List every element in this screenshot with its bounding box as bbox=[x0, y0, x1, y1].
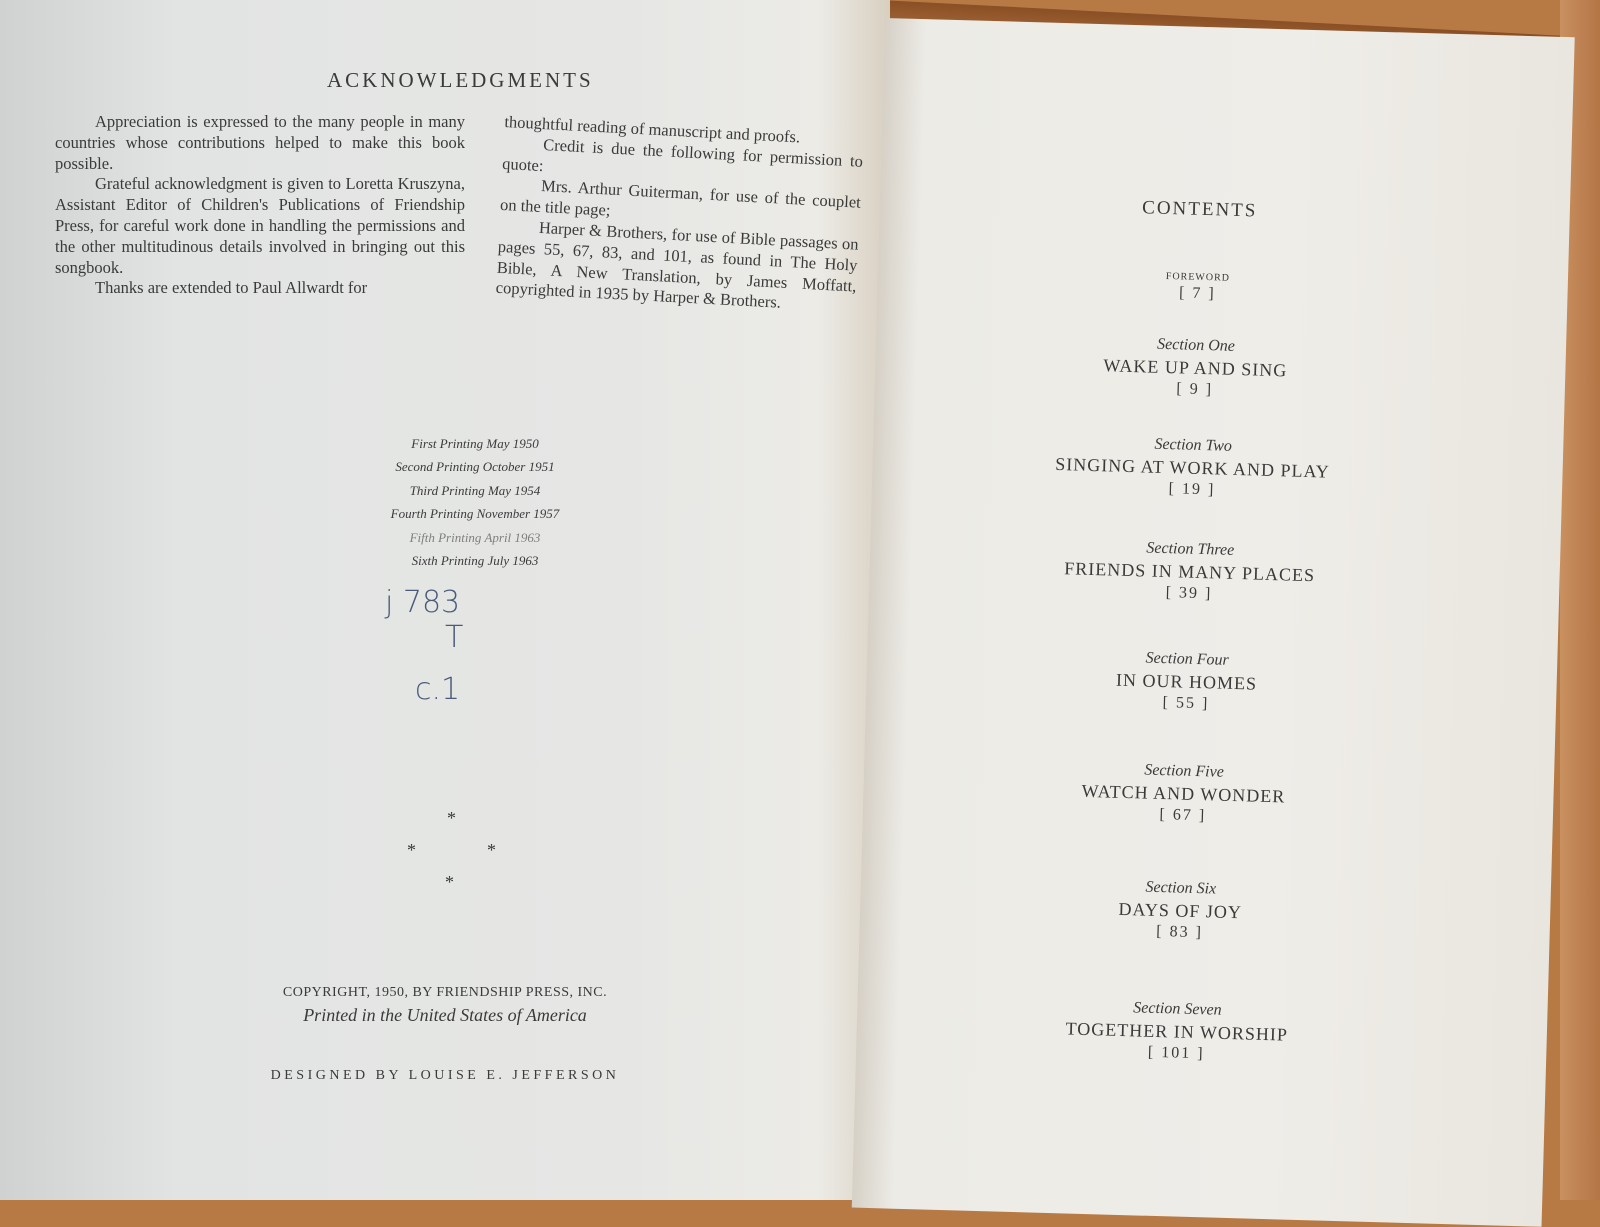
toc-section bbox=[875, 328, 1516, 408]
star: * bbox=[447, 808, 456, 828]
paragraph: Grateful acknowledgment is given to Loretta Kruszyna, Assistant Editor of Children's Publications of Friendship Press, for careful work done in handling the permissions and the other multitudinous details involved in bringing out this songbook. bbox=[55, 174, 465, 277]
paragraph: Appreciation is expressed to the many people in many countries whose contributions helped to make this book possible. bbox=[55, 112, 465, 173]
toc-section bbox=[869, 532, 1510, 612]
toc-section-number: Section Two bbox=[1154, 435, 1233, 455]
toc-section-number: Section Three bbox=[1146, 539, 1235, 559]
designer-credit: DESIGNED BY LOUISE E. JEFFERSON bbox=[270, 1068, 620, 1083]
printing-line: Fifth Printing April 1963 bbox=[409, 529, 541, 545]
toc-section-name: WAKE UP AND SING bbox=[1103, 355, 1288, 381]
paragraph: Mrs. Arthur Guiterman, for use of the couplet on the title page; bbox=[499, 176, 862, 220]
acknowledgments-column-2 bbox=[495, 112, 864, 318]
paragraph: Thanks are extended to Paul Allwardt for bbox=[95, 278, 368, 298]
printing-line: Third Printing May 1954 bbox=[409, 482, 541, 498]
printed-in: Printed in the United States of America bbox=[303, 1005, 587, 1025]
toc-section bbox=[866, 642, 1507, 722]
printing-line: First Printing May 1950 bbox=[411, 436, 539, 451]
toc-section-name: FRIENDS IN MANY PLACES bbox=[1063, 558, 1316, 586]
handwritten-letter: T bbox=[445, 620, 464, 655]
copyright-notice: COPYRIGHT, 1950, BY FRIENDSHIP PRESS, INC. bbox=[282, 985, 608, 1000]
toc-section-number: Section One bbox=[1156, 335, 1236, 355]
star: * bbox=[445, 872, 454, 892]
acknowledgments-column-1 bbox=[55, 112, 465, 299]
toc-foreword bbox=[877, 263, 1518, 312]
toc-section-name: WATCH AND WONDER bbox=[1081, 780, 1286, 807]
handwritten-call-number: j 783 bbox=[385, 585, 461, 620]
toc-section-number: Section Seven bbox=[1133, 999, 1222, 1019]
toc-page: [ 101 ] bbox=[1147, 1043, 1205, 1063]
printing-line: Fourth Printing November 1957 bbox=[390, 506, 560, 522]
toc-section-name: SINGING AT WORK AND PLAY bbox=[1054, 453, 1331, 482]
copyright-block bbox=[220, 985, 670, 1026]
toc-section-name: DAYS OF JOY bbox=[1118, 898, 1243, 923]
toc-section bbox=[863, 754, 1504, 834]
toc-page: [ 39 ] bbox=[1165, 584, 1213, 603]
paragraph: Credit is due the following for permission to quote: bbox=[501, 134, 864, 175]
toc-section-number: Section Five bbox=[1144, 761, 1225, 781]
toc-page: [ 83 ] bbox=[1156, 922, 1204, 942]
contents-title bbox=[880, 190, 1520, 230]
toc-section-name: TOGETHER IN WORSHIP bbox=[1065, 1018, 1289, 1045]
toc-page: [ 7 ] bbox=[1178, 284, 1216, 303]
toc-section bbox=[859, 871, 1500, 951]
star: * bbox=[487, 840, 496, 860]
right-page bbox=[852, 18, 1575, 1227]
printing-line: Sixth Printing July 1963 bbox=[411, 553, 539, 569]
toc-page: [ 67 ] bbox=[1159, 805, 1207, 825]
printing-history bbox=[340, 432, 610, 572]
toc-label: FOREWORD bbox=[1165, 270, 1231, 284]
printing-line: Second Printing October 1951 bbox=[395, 459, 555, 475]
contents-heading: CONTENTS bbox=[1141, 197, 1258, 222]
toc-section bbox=[856, 992, 1497, 1072]
paragraph: thoughtful reading of manuscript and proofs. bbox=[504, 112, 801, 147]
acknowledgments-title: ACKNOWLEDGMENTS bbox=[327, 68, 594, 92]
toc-page: [ 55 ] bbox=[1162, 694, 1210, 713]
toc-section-number: Section Six bbox=[1145, 878, 1217, 898]
toc-page: [ 9 ] bbox=[1176, 380, 1214, 399]
toc-section-name: IN OUR HOMES bbox=[1115, 669, 1258, 694]
paragraph: Harper & Brothers, for use of Bible passages on pages 55, 67, 83, and 101, as found in The Holy Bible, A New Translation, by James Moffatt, copyrighted in 1935 by Harper & Brothers. bbox=[495, 217, 860, 313]
handwritten-copy-number: c.1 bbox=[415, 672, 461, 707]
toc-section bbox=[872, 428, 1513, 508]
star: * bbox=[407, 840, 416, 860]
toc-section-number: Section Four bbox=[1145, 649, 1229, 669]
toc-page: [ 19 ] bbox=[1168, 480, 1216, 499]
